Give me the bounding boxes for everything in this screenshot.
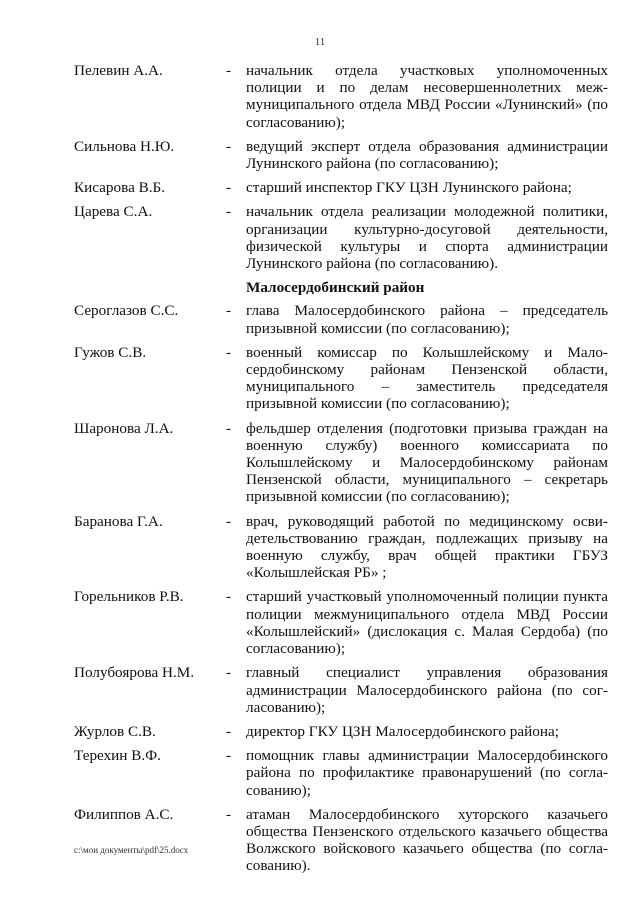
section-heading-row (74, 279, 608, 296)
member-name: Горельников Р.В. (74, 588, 184, 606)
member-name: Сильнова Н.Ю. (74, 137, 175, 155)
member-group-before (74, 62, 608, 272)
member-name: Сероглазов С.С. (74, 302, 179, 320)
member-role: фельдшер отделения (подготовки призыва граждан на военную службу) военного комиссариата по Колышлейскому и Малосердобинскому районам Пензенской области, муниципального – секретарь призывной комиссии (по согласованию); (246, 419, 608, 506)
member-role: старший инспектор ГКУ ЦЗН Лунинского района; (246, 179, 572, 197)
member-row (74, 203, 608, 272)
entry-dash: - (226, 419, 232, 437)
member-row (74, 723, 608, 740)
member-name: Терехин В.Ф. (74, 747, 161, 765)
section-heading: Малосердобинский район (246, 279, 425, 297)
entry-dash: - (226, 805, 232, 823)
entry-dash: - (226, 203, 232, 221)
member-row (74, 588, 608, 657)
entry-dash: - (226, 137, 232, 155)
entry-dash: - (226, 302, 232, 320)
member-group-after (74, 302, 608, 874)
member-row (74, 747, 608, 799)
member-name: Баранова Г.А. (74, 512, 163, 530)
member-row (74, 302, 608, 336)
member-list (74, 62, 608, 882)
entry-dash: - (226, 512, 232, 530)
footer-file-path: c:\мои документы\pdf\25.docx (74, 845, 189, 855)
member-name: Пелевин А.А. (74, 62, 163, 79)
entry-dash: - (226, 179, 232, 197)
member-role: атаман Малосердобинского хуторского казачьего общества Пензенского отдельского казачьего общества Волжского войскового казачьего общества (по согла- сованию). (246, 805, 608, 875)
member-role: главный специалист управления образования администрации Малосердобинского района (по сог- ласованию); (246, 664, 608, 716)
member-row (74, 179, 608, 196)
member-role: военный комиссар по Колышлейскому и Мало- сердобинскому районам Пензенской области, муниципального – заместитель председателя призывной комиссии (по согласованию); (246, 343, 608, 413)
member-name: Шаронова Л.А. (74, 419, 174, 437)
entry-dash: - (226, 747, 232, 765)
member-name: Гужов С.В. (74, 343, 147, 361)
member-row (74, 513, 608, 582)
member-row (74, 62, 608, 131)
member-role: старший участковый уполномоченный полиции пункта полиции межмуниципального отдела МВД России «Колышлейский» (дислокация с. Малая Сердоба) (по согласованию); (246, 588, 608, 658)
entry-dash: - (226, 588, 232, 606)
member-row (74, 420, 608, 506)
page-number: 11 (314, 36, 326, 48)
member-row (74, 344, 608, 413)
member-role: директор ГКУ ЦЗН Малосердобинского района; (246, 722, 559, 740)
member-row (74, 664, 608, 716)
member-role: начальник отдела участковых уполномоченных полиции и по делам несовершеннолетних меж- муниципального отдела МВД России «Лунинский» (по согласованию); (246, 62, 608, 131)
member-name: Филиппов А.С. (74, 805, 174, 823)
member-role: глава Малосердобинского района – председатель призывной комиссии (по согласованию); (246, 302, 608, 337)
member-name: Журлов С.В. (74, 722, 156, 740)
member-role: помощник главы администрации Малосердобинского района по профилактике правонарушений (по согла- сованию); (246, 747, 608, 799)
member-role: начальник отдела реализации молодежной политики, организации культурно-досуговой деятельности, физической культуры и спорта администрации Лунинского района (по согласованию). (246, 203, 608, 273)
member-role: врач, руководящий работой по медицинскому осви- детельствованию граждан, подлежащих призыву на военную службу, врач общей практики ГБУЗ «Колышлейская РБ» ; (246, 512, 608, 582)
entry-dash: - (226, 722, 232, 740)
member-row (74, 138, 608, 172)
member-role: ведущий эксперт отдела образования администрации Лунинского района (по согласованию); (246, 137, 608, 173)
member-row (74, 806, 608, 875)
member-name: Царева С.А. (74, 203, 153, 221)
entry-dash: - (226, 343, 232, 361)
entry-dash: - (226, 664, 232, 682)
entry-dash: - (226, 62, 232, 79)
member-name: Кисарова В.Б. (74, 179, 166, 197)
member-name: Полубоярова Н.М. (74, 664, 195, 682)
